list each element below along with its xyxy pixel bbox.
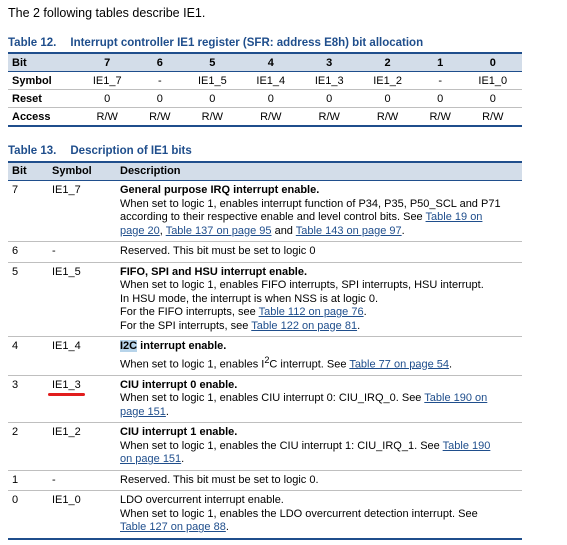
table-row <box>8 470 522 491</box>
description-cell <box>116 262 522 337</box>
bit-cell: 1 <box>8 470 48 491</box>
text-span: according to their respective enable and level control bits. See <box>120 211 426 223</box>
table137-link[interactable]: Table 137 on page 95 <box>165 224 272 237</box>
intro-text: The 2 following tables describe IE1. <box>8 6 206 20</box>
text-span: . <box>225 521 229 534</box>
t12-h0: Bit <box>8 53 78 72</box>
symbol-cell <box>48 375 116 423</box>
t12-cell: Reset <box>8 90 78 108</box>
description-title: CIU interrupt 0 enable. <box>120 378 238 391</box>
description-text <box>120 354 518 372</box>
bit-cell: 2 <box>8 423 48 471</box>
t12-cell: R/W <box>242 108 300 127</box>
table122-link[interactable]: Table 122 on page 81 <box>251 319 358 332</box>
description-title: LDO overcurrent interrupt enable. <box>120 494 284 507</box>
t12-cell: - <box>136 72 183 90</box>
t12-cell: IE1_5 <box>183 72 241 90</box>
table12-caption <box>8 37 423 49</box>
t12-cell: 0 <box>464 90 522 108</box>
table13-caption <box>8 145 192 157</box>
t13-h-symbol: Symbol <box>48 162 116 181</box>
description-cell <box>116 337 522 376</box>
text-span: , <box>159 224 166 237</box>
t12-h5: 3 <box>300 53 358 72</box>
t12-cell: 0 <box>417 90 464 108</box>
t12-cell: 0 <box>358 90 416 108</box>
table190-link[interactable]: Table 190 on <box>424 392 488 405</box>
table77-link[interactable]: Table 77 on page 54 <box>349 358 450 371</box>
t12-h4: 4 <box>242 53 300 72</box>
table12-number: Table 12. <box>8 37 57 49</box>
description-text <box>120 198 518 239</box>
table12-row-access <box>8 108 522 127</box>
t12-cell: 0 <box>300 90 358 108</box>
table19-link-cont[interactable]: page 20 <box>120 224 160 237</box>
t12-h3: 5 <box>183 53 241 72</box>
text-span: . <box>401 224 405 237</box>
description-text <box>120 521 518 535</box>
description-cell <box>116 181 522 242</box>
table12-title: Interrupt controller IE1 register (SFR: address E8h) bit allocation <box>70 37 424 49</box>
t12-cell: IE1_2 <box>358 72 416 90</box>
table13-title: Description of IE1 bits <box>70 145 192 157</box>
t12-cell: - <box>417 72 464 90</box>
table12-row-reset <box>8 90 522 108</box>
table190-link-cont[interactable]: on page 151 <box>120 453 182 466</box>
description-title: CIU interrupt 1 enable. <box>120 426 238 439</box>
t12-h6: 2 <box>358 53 416 72</box>
table143-link[interactable]: Table 143 on page 97 <box>295 224 402 237</box>
table12-header-row <box>8 53 522 72</box>
text-span: . <box>363 306 367 318</box>
table-row <box>8 262 522 337</box>
t12-cell: R/W <box>183 108 241 127</box>
description-cell: Reserved. This bit must be set to logic 0. <box>116 470 522 491</box>
table19-link[interactable]: Table 19 on <box>425 211 483 223</box>
description-cell: Reserved. This bit must be set to logic 0 <box>116 242 522 263</box>
t12-cell: 0 <box>242 90 300 108</box>
description-title: FIFO, SPI and HSU interrupt enable. <box>120 265 308 278</box>
text-span: and <box>271 224 296 237</box>
description-text <box>120 392 518 419</box>
t12-cell: R/W <box>78 108 136 127</box>
description-title <box>120 340 518 354</box>
description-text: When set to logic 1, enables FIFO interrupts, SPI interrupts, HSU interrupt. <box>120 279 484 291</box>
bit-cell: 7 <box>8 181 48 242</box>
text-span: C interrupt. See <box>269 358 350 371</box>
t12-cell: 0 <box>78 90 136 108</box>
t12-cell: Symbol <box>8 72 78 90</box>
symbol-cell: - <box>48 242 116 263</box>
text-span: For the FIFO interrupts, see <box>120 306 259 318</box>
table13-header-row <box>8 162 522 181</box>
t12-cell: 0 <box>136 90 183 108</box>
t12-h8: 0 <box>464 53 522 72</box>
description-cell <box>116 375 522 423</box>
text-span: When set to logic 1, enables I <box>120 358 265 371</box>
bit-allocation-table <box>8 52 522 127</box>
t12-cell: R/W <box>417 108 464 127</box>
t12-h7: 1 <box>417 53 464 72</box>
bit-cell: 6 <box>8 242 48 263</box>
description-text: When set to logic 1, enables the LDO overcurrent detection interrupt. See <box>120 507 478 520</box>
text-span: interrupt enable. <box>137 340 227 352</box>
symbol-cell: - <box>48 470 116 491</box>
t12-h2: 6 <box>136 53 183 72</box>
t12-h1: 7 <box>78 53 136 72</box>
t13-h-bit: Bit <box>8 162 48 181</box>
description-cell <box>116 491 522 539</box>
table-row <box>8 491 522 539</box>
table13-number: Table 13. <box>8 145 57 157</box>
underlined-symbol: IE1_3 <box>52 378 81 391</box>
description-title: General purpose IRQ interrupt enable. <box>120 184 320 196</box>
text-span: When set to logic 1, enables CIU interrupt 0: CIU_IRQ_0. See <box>120 392 425 405</box>
table190-link[interactable]: Table 190 <box>442 439 491 452</box>
text-span: . <box>357 319 361 332</box>
bit-description-table <box>8 161 522 540</box>
table112-link[interactable]: Table 112 on page 76 <box>258 306 364 318</box>
t12-cell: IE1_3 <box>300 72 358 90</box>
t12-cell: IE1_4 <box>242 72 300 90</box>
t12-cell: R/W <box>300 108 358 127</box>
table190-link-cont[interactable]: page 151 <box>120 405 166 418</box>
bit-cell: 5 <box>8 262 48 337</box>
text-span: . <box>181 453 185 466</box>
superscript: 2 <box>264 354 270 365</box>
t13-h-description: Description <box>116 162 522 181</box>
t12-cell: 0 <box>183 90 241 108</box>
highlighted-text: I2C <box>120 340 138 352</box>
description-text <box>120 320 518 334</box>
t12-cell: Access <box>8 108 78 127</box>
symbol-cell: IE1_0 <box>48 491 116 539</box>
text-span: . <box>449 358 453 371</box>
bit-cell: 4 <box>8 337 48 376</box>
text-span: . <box>165 405 169 418</box>
text-span: When set to logic 1, enables interrupt function of P34, P35, P50_SCL and P71 <box>120 197 501 210</box>
symbol-cell: IE1_2 <box>48 423 116 471</box>
bit-cell: 3 <box>8 375 48 423</box>
t12-cell: R/W <box>358 108 416 127</box>
description-text: In HSU mode, the interrupt is when NSS is at logic 0. <box>120 292 379 305</box>
t12-cell: IE1_0 <box>464 72 522 90</box>
description-text <box>120 440 518 467</box>
table127-link[interactable]: Table 127 on page 88 <box>120 521 226 534</box>
text-span: For the SPI interrupts, see <box>120 319 252 332</box>
table-row <box>8 181 522 242</box>
t12-cell: R/W <box>136 108 183 127</box>
symbol-cell: IE1_4 <box>48 337 116 376</box>
symbol-cell: IE1_5 <box>48 262 116 337</box>
t12-cell: R/W <box>464 108 522 127</box>
table-row <box>8 242 522 263</box>
table12-row-symbol <box>8 72 522 90</box>
symbol-cell: IE1_7 <box>48 181 116 242</box>
table-row <box>8 423 522 471</box>
text-span: When set to logic 1, enables the CIU interrupt 1: CIU_IRQ_1. See <box>120 439 443 452</box>
t12-cell: IE1_7 <box>78 72 136 90</box>
table-row <box>8 375 522 423</box>
description-text <box>120 306 518 320</box>
table-row <box>8 337 522 376</box>
description-cell <box>116 423 522 471</box>
bit-cell: 0 <box>8 491 48 539</box>
